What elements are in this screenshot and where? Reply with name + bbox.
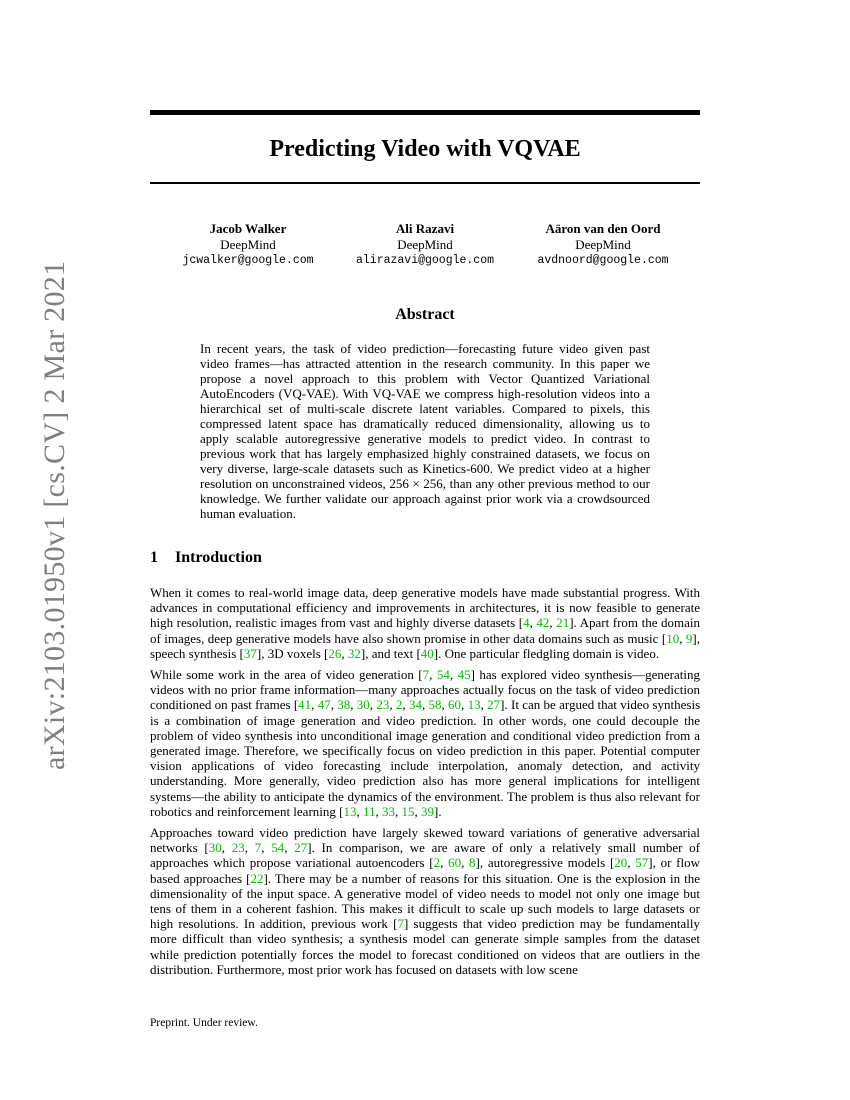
paragraph-text: ], 3D voxels [ [256,645,329,661]
citation-link[interactable]: 11 [362,803,376,819]
citation-link[interactable]: 38 [337,697,351,713]
body-paragraph [150,825,700,977]
paragraph-text: Approaches toward video prediction have largely skewed toward variations of generative adversarial networks [ [150,825,700,856]
citation-link[interactable]: 4 [523,615,530,631]
citation-link[interactable]: 7 [422,667,430,683]
citation-link[interactable]: 26 [328,645,342,661]
citation-link[interactable]: 47 [317,697,331,713]
paragraph-text: , [341,645,348,661]
abstract-heading: Abstract [395,306,455,323]
citation-link[interactable]: 15 [401,803,415,819]
paragraph-text: , [284,840,295,856]
citation-link[interactable]: 32 [347,645,361,661]
citation-link[interactable]: 57 [635,855,649,871]
citation-link[interactable]: 34 [408,697,422,713]
paragraph-text: , [395,803,402,819]
paragraph-text: , [330,697,338,713]
paragraph-text: , [414,803,422,819]
author-email[interactable]: avdnoord@google.com [537,254,669,267]
citation-link[interactable]: 27 [487,697,501,713]
body-paragraph [150,667,700,819]
paper-title: Predicting Video with VQVAE [269,136,581,162]
citation-link[interactable]: 37 [243,645,257,661]
paragraph-text: , [369,697,377,713]
arxiv-stamp: arXiv:2103.01950v1 [cs.CV] 2 Mar 2021 [38,260,71,770]
citation-link[interactable]: 30 [356,697,370,713]
paragraph-text: ]. In comparison, we are aware of only a relatively small number of approaches which propose variational autoencoders [ [150,840,701,871]
citation-link[interactable]: 33 [382,803,396,819]
citation-link[interactable]: 41 [298,697,312,713]
paragraph-text: ]. There may be a number of reasons for this situation. One is the explosion in the dimensionality of the input space. A generative model of video needs to model not only one image but tens of them in a coherent fashion. This makes it difficult to scale up such models to large datasets or high resolutions. In addition, previous work [ [150,870,701,932]
author-email[interactable]: jcwalker@google.com [182,254,314,267]
citation-link[interactable]: 13 [467,697,481,713]
section-heading [150,549,262,567]
paragraph-text: ], and text [ [360,645,421,661]
paragraph-text: When it comes to real-world image data, deep generative models have made substantial progress. With advances in computational efficiency and improvements in architectures, it is now feasible to generate high resolution, realistic images from vast and highly diverse datasets [ [150,585,700,631]
title-bottom-rule [150,182,700,184]
paragraph-text: ], or flow based approaches [ [150,855,700,886]
citation-link[interactable]: 45 [457,667,471,683]
paragraph-text: , [244,840,255,856]
author-affiliation: DeepMind [220,237,276,252]
author-name: Jacob Walker [209,221,287,236]
paragraph-text: ]. [434,803,442,819]
paragraph-text: , [440,855,449,871]
paragraph-text: , [389,697,396,713]
section-number: 1 [150,549,158,566]
citation-link[interactable]: 23 [376,697,390,713]
paragraph-text: , [627,855,636,871]
paragraph-text: , [529,615,537,631]
citation-link[interactable]: 23 [231,840,245,856]
paragraph-text: , [421,697,429,713]
paragraph-text: , [679,630,686,646]
author-name: Aäron van den Oord [545,221,661,236]
citation-link[interactable]: 21 [556,615,570,631]
paragraph-text: ] has explored video synthesis—generating videos with no prior frame information—many approaches actually focus on the task of video prediction conditioned on past frames [ [150,667,700,713]
author-block [148,221,348,269]
citation-link[interactable]: 54 [271,840,285,856]
paragraph-text: , [461,855,470,871]
paragraph-text: , [311,697,318,713]
paragraph-text: ] suggests that video prediction may be fundamentally more difficult than video synthesis; a synthesis model can generate simple samples from the dataset while prediction potentially forces the model to forecast conditioned on videos that are outliers in the distribution. Furthermore, most prior work has focused on datasets with low scene [150,916,700,977]
citation-link[interactable]: 40 [420,645,434,661]
citation-link[interactable]: 58 [428,697,442,713]
citation-link[interactable]: 7 [397,916,404,932]
citation-link[interactable]: 10 [666,630,680,646]
paragraph-text: , [261,840,272,856]
citation-link[interactable]: 20 [614,855,628,871]
body-paragraph [150,585,700,661]
footer-note: Preprint. Under review. [150,1017,258,1029]
citation-link[interactable]: 8 [469,855,476,871]
author-name: Ali Razavi [395,221,455,236]
paragraph-text: ]. It can be argued that video synthesis is a combination of image generation and video prediction. In other words, one could decouple the problem of video synthesis into unconditional image generation and conditional video prediction from a generated image. Therefore, we specifically focus on video prediction in this paper. Potential computer vision applications of video forecasting include interpolation, anomaly detection, and activity understanding. More generally, video prediction also has more general implications for intelligent systems—the ability to anticipate the dynamics of the environment. The problem is thus also relevant for robotics and reinforcement learning [ [150,697,701,819]
paragraph-text: , [402,697,409,713]
citation-link[interactable]: 60 [448,697,462,713]
author-block [503,221,703,269]
author-affiliation: DeepMind [575,237,631,252]
section-title: Introduction [175,549,262,566]
paragraph-text: ], autoregressive models [ [475,855,615,871]
title-top-rule [150,110,700,115]
paragraph-text: While some work in the area of video generation [ [150,667,423,683]
paragraph-text: ]. One particular fledgling domain is video. [433,645,660,661]
citation-link[interactable]: 2 [433,855,441,871]
citation-link[interactable]: 27 [294,840,308,856]
citation-link[interactable]: 22 [250,870,264,886]
citation-link[interactable]: 2 [395,697,403,713]
introduction-body [150,585,700,983]
paragraph-text: , [449,667,458,683]
paragraph-text: , [375,803,383,819]
paragraph-text: , [441,697,449,713]
paragraph-text: , [549,615,557,631]
author-email[interactable]: alirazavi@google.com [355,254,495,267]
citation-link[interactable]: 9 [685,630,693,646]
citation-link[interactable]: 39 [421,803,435,819]
paragraph-text: ], speech synthesis [ [150,630,700,661]
citation-link[interactable]: 7 [254,840,262,856]
paragraph-text: , [480,697,488,713]
citation-link[interactable]: 13 [343,803,357,819]
citation-link[interactable]: 54 [436,667,450,683]
citation-link[interactable]: 60 [448,855,462,871]
citation-link[interactable]: 30 [208,840,222,856]
paragraph-text: , [221,840,232,856]
abstract-text: In recent years, the task of video prediction—forecasting future video given past video frames—has attracted attention in the research community. In this paper we propose a novel approach to this problem with Vector Quantized Variational AutoEncoders (VQ-VAE). With VQ-VAE we compress high-resolution videos into a hierarchical set of multi-scale discrete latent variables. Compared to pixels, this compressed latent space has dramatically reduced dimensionality, allowing us to apply scalable autoregressive generative models to predict video. In contrast to previous work that has largely emphasized highly constrained datasets, we focus on very diverse, large-scale datasets such as Kinetics-600. We predict video at a higher resolution on unconstrained videos, 256 × 256, than any other previous method to our knowledge. We further validate our approach against prior work via a crowdsourced human evaluation. [200,341,650,521]
paragraph-text: ]. Apart from the domain of images, deep generative models have also shown promise in other data domains such as music [ [150,615,701,646]
paragraph-text: , [461,697,468,713]
citation-link[interactable]: 42 [536,615,550,631]
author-affiliation: DeepMind [397,237,453,252]
paragraph-text: , [356,803,363,819]
paragraph-text: , [429,667,437,683]
author-block [325,221,525,269]
paragraph-text: , [350,697,357,713]
